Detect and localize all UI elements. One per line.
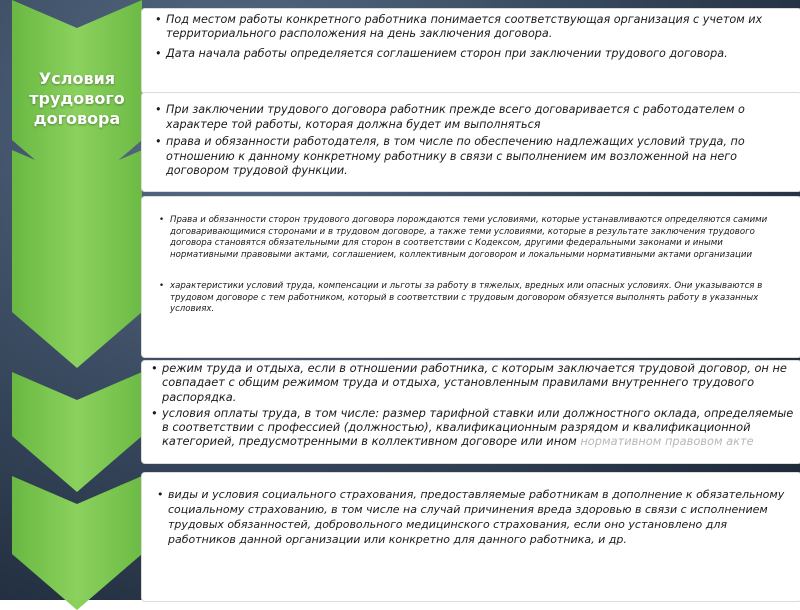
bullet-item: • права и обязанности работодателя, в том числе по обеспечению надлежащих условий труда, по отношению к данному конкретному работнику в связи с выполнением им возложенной на него договором трудовой функции. <box>154 135 793 179</box>
conditions-heading: Условия трудового договора <box>29 69 125 128</box>
bullet-item: • Права и обязанности сторон трудового договора порождаются теми условиями, которые устанавливаются определяются самими договаривающимися сторонами и в трудовом договоре, а также теми условиями, которые в результате заключения трудового договора становятся обязательными для сторон в соответствии с Кодексом, другими федеральными законами и иными нормативными правовыми актами, соглашением, коллективным договором и локальными нормативными актами организации <box>158 215 793 261</box>
content-panel-4 <box>141 360 800 464</box>
bullet-item: • характеристики условий труда, компенсации и льготы за работу в тяжелых, вредных или опасных условиях. Они указываются в трудовом договоре с тем работником, который в соответствии с трудовым договором обязуется выполнять работу в указанных условиях. <box>158 281 793 316</box>
content-panel-2 <box>141 92 800 192</box>
chevron-arrow-2 <box>12 150 142 368</box>
chevron-arrow-4 <box>12 476 142 610</box>
content-panel-3 <box>141 196 800 358</box>
bullet-item <box>150 406 795 449</box>
bullet-text: условия оплаты труда, в том числе: размер тарифной ставки или должностного оклада, определяемые в соответствии с профессией (должностью), квалификационным разрядом и квалификационной категорией, предусмотренными в коллективном договоре или ином <box>162 405 794 449</box>
bullet-item: • виды и условия социального страхования, предоставляемые работникам в дополнение к обязательному социальному страхованию, в том числе на случай причинения вреда здоровью в связи с исполнением трудовых обязанностей, добровольного медицинского страхования, если оно установлено для работников данной организации или конкретно для данного работника, и др. <box>156 487 793 547</box>
chevron-arrow-3 <box>12 372 142 492</box>
content-panel-1 <box>141 8 800 94</box>
overflow-text: нормативном правовом акте <box>580 434 754 449</box>
bullet-item: • Под местом работы конкретного работника понимается соответствующая организация с учетом их территориального расположения на день заключения договора. <box>154 13 793 41</box>
bullet-item: • При заключении трудового договора работник прежде всего договаривается с работодателем о характере той работы, которая должна будет им выполняться <box>154 103 793 132</box>
content-panel-5 <box>141 472 800 602</box>
bullet-item: • режим труда и отдыха, если в отношении работника, с которым заключается трудовой договор, он не совпадает с общим режимом труда и отдыха, установленным правилами внутреннего трудового распорядка. <box>150 361 795 404</box>
bullet-item: • Дата начала работы определяется соглашением сторон при заключении трудового договора. <box>154 47 793 61</box>
